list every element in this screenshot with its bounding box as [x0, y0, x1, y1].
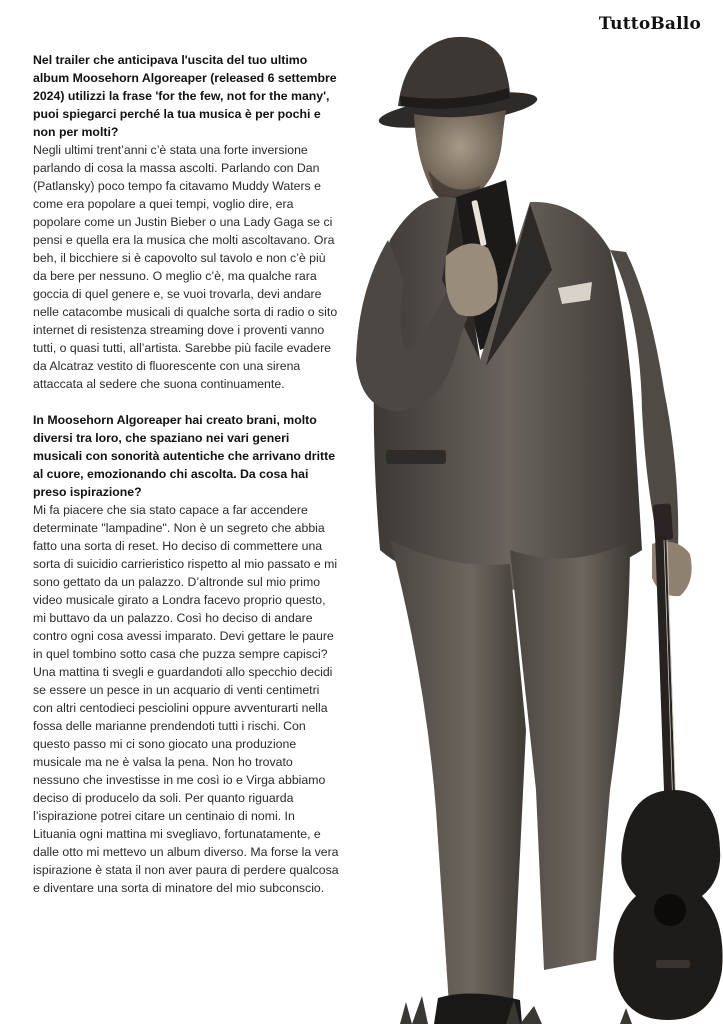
musician-photo [330, 30, 723, 1024]
question-1: Nel trailer che anticipava l'uscita del tuo ultimo album Moosehorn Algoreaper (released 6 settembre 2024) utilizzi la frase 'for the few, not for the many', puoi spiegarci perché la tua musica è per pochi e non per molti? [33, 53, 337, 139]
answer-1: Negli ultimi trent’anni c’è stata una forte inversione parlando di cosa la massa ascolti. Parlando con Dan (Patlansky) poco tempo fa citavamo Muddy Waters e come era popolare a quei tempi, voglio dire, era popolare come un Justin Bieber o una Lady Gaga se ci pensi e quella era la musica che molti ascoltavano. Ora beh, il bicchiere si è capovolto sul tavolo e non c’è più da bere per nessuno. O meglio c’è, ma qualche rara goccia di quel genere e, se vuoi trovarla, devi andare nelle catacombe musicali di qualche sorta di radio o sito internet di resistenza streaming dove i proventi vanno tutti, o quasi tutti, all’artista. Sarebbe più facile evadere da Alcatraz vestito di fluorescente con una sirena attaccata al sedere che suona continuamente. [33, 143, 338, 391]
paragraph-gap [33, 393, 339, 411]
question-2: In Moosehorn Algoreaper hai creato brani, molto diversi tra loro, che spaziano nei vari generi musicali con sonorità autentiche che arrivano dritte al cuore, emozionando chi ascolta. Da cosa hai preso ispirazione? [33, 413, 336, 499]
acoustic-guitar-shape [613, 503, 722, 1020]
interview-article [33, 51, 339, 897]
magazine-brand: TuttoBallo [598, 14, 701, 34]
answer-2: Mi fa piacere che sia stato capace a far accendere determinate "lampadine". Non è un segreto che abbia fatto una sorta di reset. Ho deciso di commettere una sorta di suicidio carrieristico rispetto al mio passato e mi sono gettato da un palazzo. D’altronde sul mio primo video musicale girato a Londra facevo proprio questo, mi buttavo da un palazzo. Così ho deciso di andare contro ogni cosa avessi imparato. Devi gettare le paure in quel tombino sotto casa che puzza sempre capisci? Una mattina ti svegli e guardandoti allo specchio decidi se essere un pesce in un acquario di venti centimetri con altri centodieci pesciolini oppure avventurarti nella fossa delle marianne prendendoti tutti i rischi. Con questo passo mi ci sono giocato una produzione musicale ma ne è valsa la pena. Non ho trovato nessuno che investisse in me così io e Virga abbiamo deciso di producelo da soli. Per quanto riguarda l’ispirazione potrei citare un centinaio di nomi. In Lituania ogni mattina mi svegliavo, fortunatamente, e dalle otto mi mettevo un album diverso. Ma forse la vera ispirazione è stata il non aver paura di perdere qualcosa e diventare una sorta di minatore del mio subconscio. [33, 503, 339, 895]
